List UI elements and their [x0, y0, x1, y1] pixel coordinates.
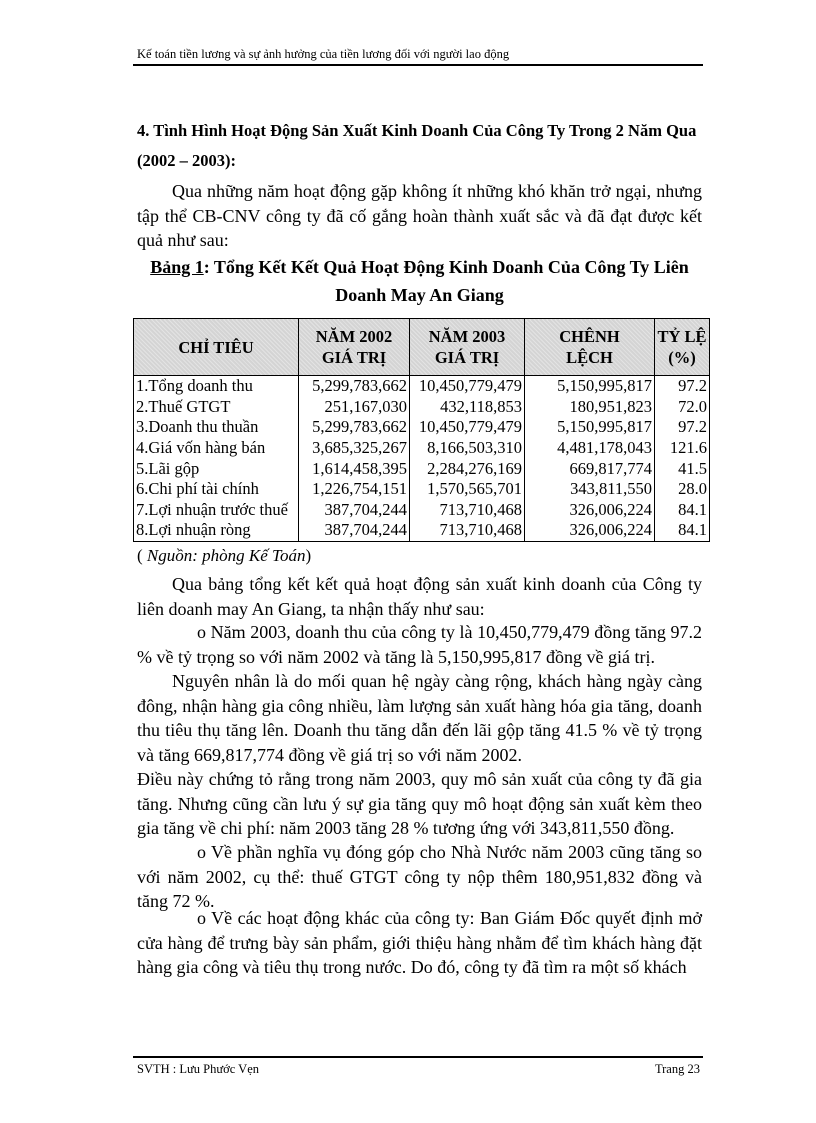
value-2003: 8,166,503,310 — [410, 438, 525, 459]
value-2003: 1,570,565,701 — [410, 479, 525, 500]
value-2002: 5,299,783,662 — [299, 417, 410, 438]
table-row — [134, 397, 710, 418]
section-title-line1: 4. Tình Hình Hoạt Động Sản Xuất Kinh Doanh Của Công Ty Trong 2 Năm Qua — [137, 121, 697, 140]
intro-paragraph: Qua những năm hoạt động gặp không ít những khó khăn trở ngại, nhưng tập thể CB-CNV công ty đã cố gắng hoàn thành xuất sắc và đã đạt được kết quả như sau: — [137, 181, 702, 250]
bullet-other-activities: o Về các hoạt động khác của công ty: Ban Giám Đốc quyết định mở cửa hàng để trưng bày sản phẩm, giới thiệu hàng nhằm để tìm khách hàng đặt hàng gia công và tiêu thụ trong nước. Do đó, công ty đã tìm ra một số khách — [137, 908, 702, 977]
table-caption-line2: Doanh May An Giang — [335, 285, 504, 305]
value-difference: 669,817,774 — [525, 458, 655, 479]
paragraph-summary: Qua bảng tổng kết kết quả hoạt động sản xuất kinh doanh của Công ty liên doanh may An Giang, ta nhận thấy như sau: — [137, 574, 702, 619]
footer-author: SVTH : Lưu Phước Vẹn — [137, 1062, 260, 1076]
table-header-row — [134, 319, 710, 376]
value-2003: 10,450,779,479 — [410, 417, 525, 438]
table-row — [134, 520, 710, 541]
value-2002: 1,226,754,151 — [299, 479, 410, 500]
value-difference: 326,006,224 — [525, 500, 655, 521]
value-ratio: 72.0 — [655, 397, 710, 418]
value-2002: 5,299,783,662 — [299, 376, 410, 397]
value-ratio: 84.1 — [655, 520, 710, 541]
running-header: Kế toán tiền lương và sự ảnh hưởng của tiền lương đối với người lao động — [137, 47, 510, 61]
row-label: 8.Lợi nhuận ròng — [134, 520, 299, 541]
table-row — [134, 376, 710, 397]
page-number: Trang 23 — [654, 1062, 700, 1076]
source-text: Nguồn: phòng Kế Toán — [146, 546, 306, 565]
value-difference: 180,951,823 — [525, 397, 655, 418]
value-ratio: 28.0 — [655, 479, 710, 500]
header-difference: CHÊNH LỆCH — [525, 319, 655, 376]
value-2003: 713,710,468 — [410, 500, 525, 521]
value-ratio: 41.5 — [655, 458, 710, 479]
bullet-revenue: o Năm 2003, doanh thu của công ty là 10,450,779,479 đồng tăng 97.2 % về tỷ trọng so với năm 2002 và tăng là 5,150,995,817 đồng về giá trị. — [137, 622, 703, 667]
footer-divider — [133, 1056, 703, 1058]
row-label: 3.Doanh thu thuần — [134, 417, 299, 438]
bullet-marker: o — [197, 908, 206, 928]
value-2002: 3,685,325,267 — [299, 438, 410, 459]
value-ratio: 121.6 — [655, 438, 710, 459]
value-2003: 2,284,276,169 — [410, 458, 525, 479]
value-2002: 387,704,244 — [299, 520, 410, 541]
header-year-2003: NĂM 2003 GIÁ TRỊ — [410, 319, 525, 376]
row-label: 7.Lợi nhuận trước thuế — [134, 500, 299, 521]
table-row — [134, 500, 710, 521]
value-2002: 251,167,030 — [299, 397, 410, 418]
paragraph-scale: Điều này chứng tỏ rằng trong năm 2003, quy mô sản xuất của công ty đã gia tăng. Nhưng cũng cần lưu ý sự gia tăng quy mô hoạt động sản xuất kèm theo gia tăng về chi phí: năm 2003 tăng 28 % tương ứng với 343,811,550 đồng. — [137, 769, 702, 838]
value-difference: 326,006,224 — [525, 520, 655, 541]
table-caption-line1: : Tổng Kết Kết Quả Hoạt Động Kinh Doanh Của Công Ty Liên — [203, 257, 689, 277]
value-2003: 432,118,853 — [410, 397, 525, 418]
results-table — [133, 318, 710, 542]
table-row — [134, 438, 710, 459]
bullet-marker: o — [197, 842, 206, 862]
value-ratio: 97.2 — [655, 376, 710, 397]
value-difference: 5,150,995,817 — [525, 376, 655, 397]
value-difference: 4,481,178,043 — [525, 438, 655, 459]
value-2003: 10,450,779,479 — [410, 376, 525, 397]
row-label: 6.Chi phí tài chính — [134, 479, 299, 500]
value-2002: 387,704,244 — [299, 500, 410, 521]
row-label: 1.Tổng doanh thu — [134, 376, 299, 397]
section-title — [137, 116, 705, 176]
table-caption — [137, 253, 702, 309]
header-indicator: CHỈ TIÊU — [134, 319, 299, 376]
table-caption-label: Bảng 1 — [150, 257, 204, 277]
row-label: 2.Thuế GTGT — [134, 397, 299, 418]
bullet-marker: o — [197, 622, 206, 642]
value-2003: 713,710,468 — [410, 520, 525, 541]
value-2002: 1,614,458,395 — [299, 458, 410, 479]
value-difference: 5,150,995,817 — [525, 417, 655, 438]
header-ratio: TỶ LỆ (%) — [655, 319, 710, 376]
table-row — [134, 417, 710, 438]
header-year-2002: NĂM 2002 GIÁ TRỊ — [299, 319, 410, 376]
value-difference: 343,811,550 — [525, 479, 655, 500]
value-ratio: 97.2 — [655, 417, 710, 438]
table-row — [134, 458, 710, 479]
value-ratio: 84.1 — [655, 500, 710, 521]
bullet-tax: o Về phần nghĩa vụ đóng góp cho Nhà Nước năm 2003 cũng tăng so với năm 2002, cụ thể: thuế GTGT công ty nộp thêm 180,951,832 đồng và tăng 72 %. — [137, 842, 702, 911]
section-title-line2: (2002 – 2003): — [137, 151, 236, 170]
table-row — [134, 479, 710, 500]
header-divider — [133, 64, 703, 66]
paragraph-cause: Nguyên nhân là do mối quan hệ ngày càng rộng, khách hàng ngày càng đông, nhận hàng gia công nhiều, làm lượng sản xuất hàng hóa gia tăng, doanh thu tiêu thụ tăng lên. Doanh thu tăng dẫn đến lãi gộp tăng 41.5 % về tỷ trọng và tăng 669,817,774 đồng về giá trị so với năm 2002. — [137, 671, 702, 765]
table-source: ( Nguồn: phòng Kế Toán) — [137, 546, 312, 565]
row-label: 5.Lãi gộp — [134, 458, 299, 479]
row-label: 4.Giá vốn hàng bán — [134, 438, 299, 459]
